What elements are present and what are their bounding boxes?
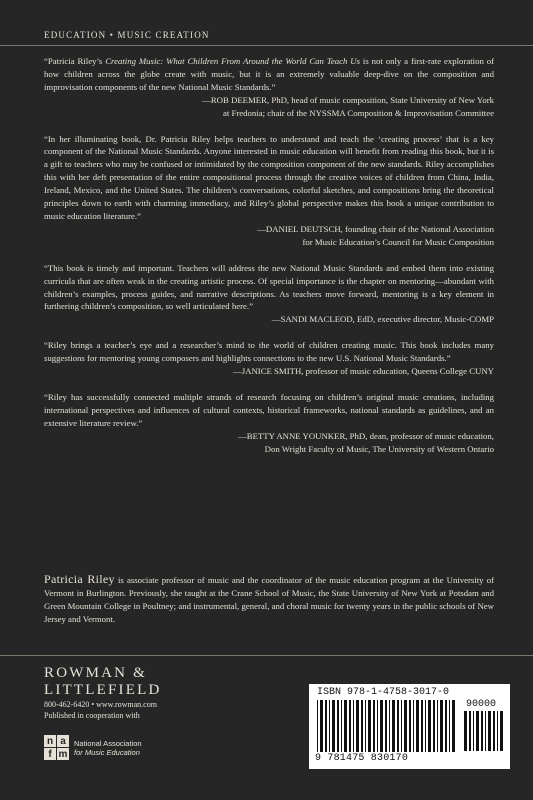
publisher-logo-line1: ROWMAN & <box>44 665 148 681</box>
barcode-bar <box>416 700 419 752</box>
nafme-logo <box>44 735 142 760</box>
price-barcode <box>464 711 504 751</box>
barcode-bar <box>433 700 435 752</box>
barcode-bar <box>401 700 402 752</box>
barcode-digits: 9 781475 830170 <box>315 753 409 764</box>
nafme-logo-icon: n a f m <box>44 735 69 760</box>
barcode-bar <box>373 700 375 752</box>
endorsement-3: “This book is timely and important. Teachers will address the new National Music Standards and embed them into existing curricula that are often weak in the creating artistic process. Of special importance is the chapter on mentoring—abundant with children’s examples, process guides, and narrative descriptions. As teachers move forward, mentoring is a key element in furthering children’s composition, so well articulated here.” —SANDI MACLEOD, EdD, executive director, Music-COMP <box>44 262 494 325</box>
endorsement-attribution: —DANIEL DEUTSCH, founding chair of the National Association <box>257 223 494 234</box>
barcode-bar <box>404 700 407 752</box>
endorsements <box>44 55 494 468</box>
barcode-bar <box>344 700 347 752</box>
barcode-bar <box>389 700 390 752</box>
barcode-bar <box>493 711 495 751</box>
barcode-bar <box>413 700 414 752</box>
barcode-bar <box>440 700 443 752</box>
publisher-block <box>44 665 162 721</box>
barcode-bar <box>320 700 323 752</box>
barcode-bar <box>445 700 447 752</box>
endorsement-2: “In her illuminating book, Dr. Patricia Riley helps teachers to understand and teach the ‘creating process’ that is a key component of the National Music Standards. Anyone interested in music education will benefit from reading this book, but it is a gift to teachers who may be confused or intimidated by the composition component of the new standards. Riley accomplishes this with her deft presentation of the entire compositional process through the creative voices of children from China, India, Ireland, Mexico, and the United States. The children’s conversations, colorful sketches, and compositions bring the theoretical principles down to earth with charming immediacy, and Riley’s global perspective makes this book a unique contribution to music education literature.” —DANIEL DEUTSCH, founding chair of the National Association for Music Education’s Council for Music Composition <box>44 133 494 247</box>
barcode-bar <box>377 700 378 752</box>
barcode-bar <box>361 700 363 752</box>
barcode-bar <box>425 700 426 752</box>
barcode-bar <box>481 711 483 751</box>
endorsement-attribution-2: Don Wright Faculty of Music, The University of Western Ontario <box>264 443 494 454</box>
cooperation-note: Published in cooperation with <box>44 711 140 720</box>
barcode-bar <box>317 700 318 752</box>
barcode-bar <box>497 711 498 751</box>
barcode-bar <box>500 711 503 751</box>
barcode-bar <box>337 700 339 752</box>
barcode-bar <box>353 700 354 752</box>
price-code: 90000 <box>466 699 497 710</box>
endorsement-1: “Patricia Riley’s Creating Music: What Children From Around the World Can Teach Us is not only a first-rate exploration of how children across the globe create with music, but it is an extremely valuable deep-dive on the composition and improvisation components of the new National Music Standards.” —ROB DEEMER, PhD, head of music composition, State University of New York at Fredonia; chair of the NYSSMA Composition & Improvisation Committee <box>44 56 495 118</box>
barcode-bar <box>449 700 450 752</box>
isbn-label: ISBN 978-1-4758-3017-0 <box>317 687 450 698</box>
publisher-logo-line2: LITTLEFIELD <box>44 682 162 698</box>
barcode-bar <box>437 700 438 752</box>
endorsement-attribution-2: at Fredonia; chair of the NYSSMA Composition & Improvisation Committee <box>223 107 494 118</box>
barcode-bar <box>349 700 351 752</box>
barcode-bar <box>329 700 330 752</box>
barcode-bar <box>325 700 327 752</box>
endorsement-attribution: —SANDI MACLEOD, EdD, executive director, Music-COMP <box>271 314 494 325</box>
endorsement-attribution-2: for Music Education’s Council for Music Composition <box>302 236 494 247</box>
category-header: EDUCATION • MUSIC CREATION <box>44 30 210 40</box>
barcode-bar <box>365 700 366 752</box>
barcode-bar <box>368 700 371 752</box>
org-name-line2: for Music Education <box>74 747 140 757</box>
barcode-bar <box>397 700 399 752</box>
barcode-bar <box>341 700 342 752</box>
barcode-bar <box>428 700 431 752</box>
top-divider <box>0 45 533 46</box>
author-name: Patricia Riley <box>44 572 115 586</box>
barcode-bar <box>392 700 395 752</box>
publisher-contact: 800-462-6420 • www.rowman.com <box>44 700 157 709</box>
barcode-bar <box>488 711 491 751</box>
barcode-bar <box>485 711 486 751</box>
endorsement-attribution: —ROB DEEMER, PhD, head of music composition, State University of New York <box>202 94 494 105</box>
org-name-line1: National Association <box>74 738 142 748</box>
barcode-bar <box>469 711 471 751</box>
barcode-bar <box>464 711 467 751</box>
endorsement-5: “Riley has successfully connected multiple strands of research focusing on children’s original music creations, including international perspectives and influences of cultural contexts, historical frameworks, national standards as guidelines, and an extensive literature review.” —BETTY ANNE YOUNKER, PhD, dean, professor of music education, Don Wright Faculty of Music, The University of Western Ontario <box>44 391 494 454</box>
barcode-bar <box>409 700 411 752</box>
author-bio: Patricia Riley is associate professor of music and the coordinator of the music education program at the University of Vermont in Burlington. Previously, she taught at the Crane School of Music, the State University of New York at Potsdam and Green Mountain College in Poultney; and instrumental, general, and choral music for twenty years in the public schools of New Jersey and Vermont. <box>44 572 495 624</box>
ean-barcode <box>317 700 459 752</box>
barcode-bar <box>356 700 359 752</box>
book-title: Creating Music: What Children From Around the World Can Teach Us <box>105 56 361 66</box>
endorsement-4: “Riley brings a teacher’s eye and a researcher’s mind to the world of children creating music. This book includes many suggestions for mentoring young composers and highlights connections to the new U.S. National Music Standards.” —JANICE SMITH, professor of music education, Queens College CUNY <box>44 340 494 377</box>
barcode-bar <box>332 700 335 752</box>
bottom-divider <box>0 655 533 656</box>
endorsement-attribution: —BETTY ANNE YOUNKER, PhD, dean, professor of music education, <box>238 430 494 441</box>
barcode-bar <box>452 700 455 752</box>
barcode-bar <box>473 711 474 751</box>
barcode-bar <box>380 700 383 752</box>
barcode-bar <box>476 711 479 751</box>
barcode-bar <box>421 700 423 752</box>
barcode-bar <box>385 700 387 752</box>
endorsement-attribution: —JANICE SMITH, professor of music education, Queens College CUNY <box>232 366 494 377</box>
barcode-area <box>309 684 510 769</box>
